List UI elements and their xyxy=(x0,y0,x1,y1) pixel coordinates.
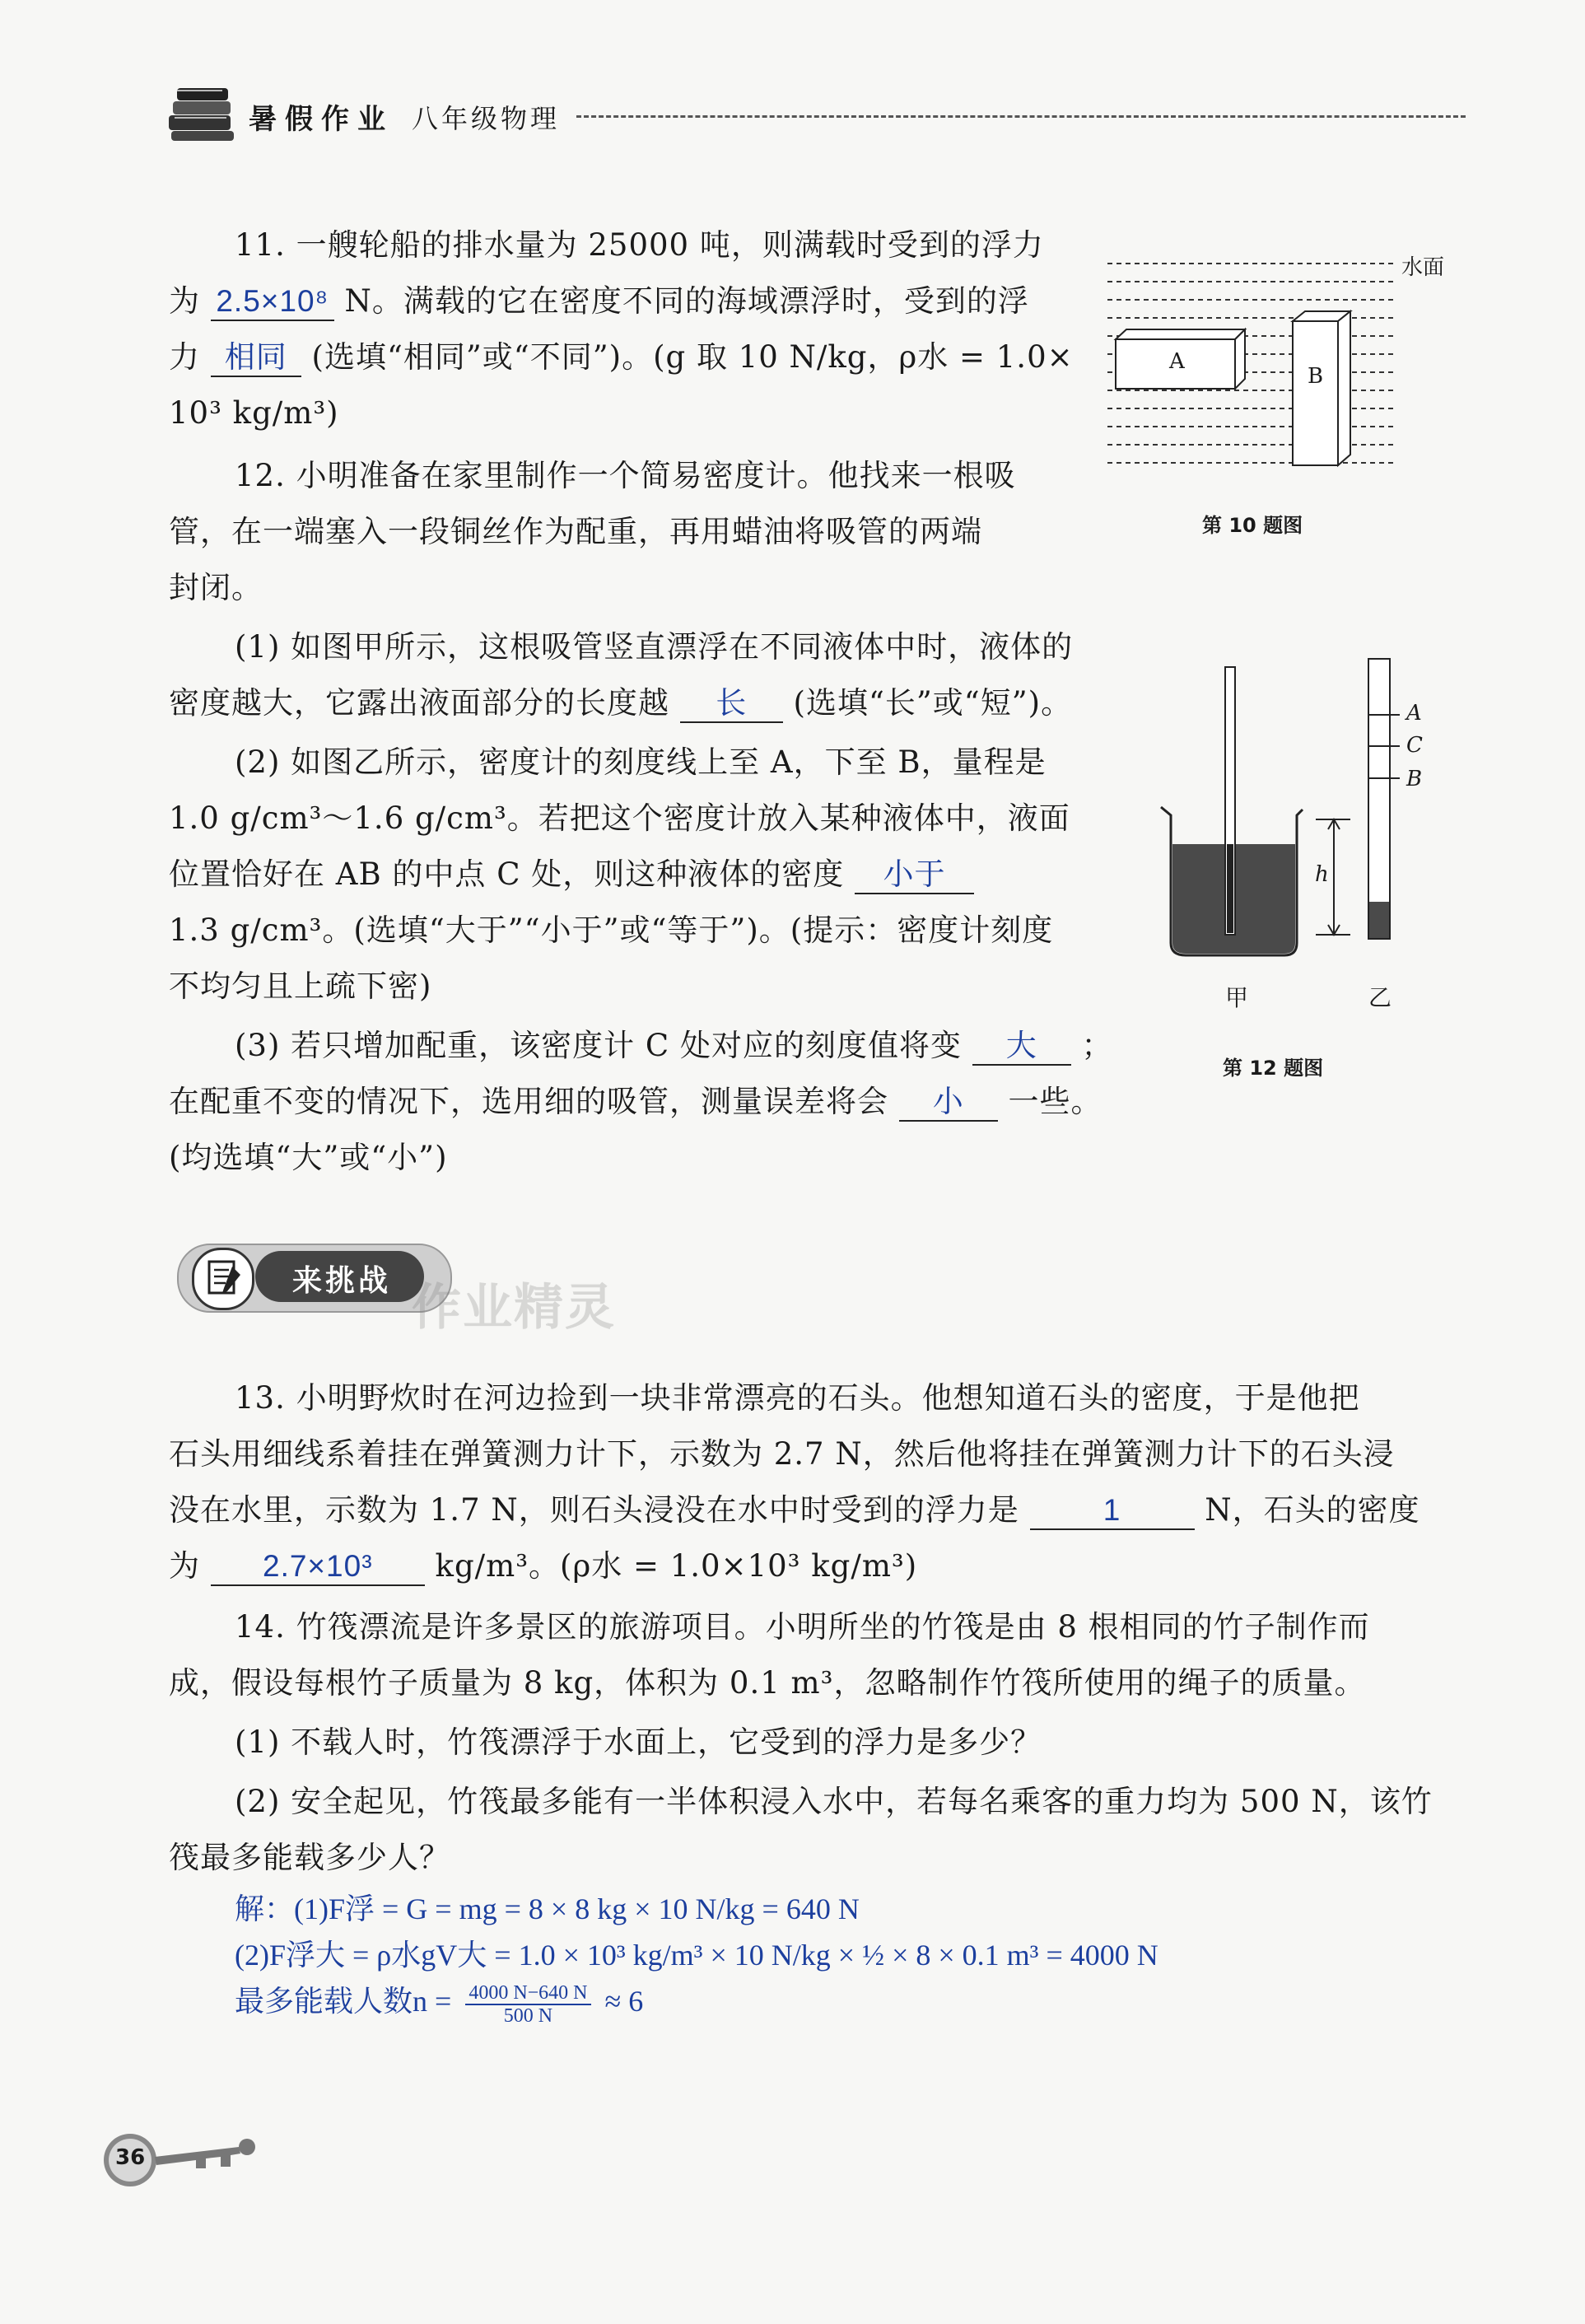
water-label: 水面 xyxy=(1401,255,1445,280)
scale-b-label: B xyxy=(1406,767,1423,791)
page-number: 36 xyxy=(115,2145,146,2170)
q12-intro3: 封闭。 xyxy=(169,570,263,605)
figure-12-drawing xyxy=(1153,655,1433,968)
solution-fraction: $\frac{4000 N-640 N}{500 N}$ xyxy=(465,1982,590,2027)
q14-p2-line1: (2) 安全起见，竹筏最多能有一半体积浸入水中，若每名乘客的重力均为 500 N，该竹 xyxy=(235,1784,1433,1819)
figure-10-caption: 第 10 题图 xyxy=(1202,514,1303,537)
q13-line1: 13. 小明野炊时在河边捡到一块非常漂亮的石头。他想知道石头的密度，于是他把 xyxy=(235,1380,1360,1416)
scale-c-label: C xyxy=(1406,733,1423,758)
q14-p2-line2: 筏最多能载多少人？ xyxy=(169,1840,450,1875)
notebook-icon xyxy=(192,1248,254,1310)
block-b-label: B xyxy=(1308,364,1324,389)
q14-p1: (1) 不载人时，竹筏漂浮于水面上，它受到的浮力是多少？ xyxy=(235,1724,1042,1760)
q12-p3-line3: (均选填“大”或“小”) xyxy=(169,1140,448,1175)
q11-answer2: 相同 xyxy=(211,339,301,377)
q12-p3-answer2: 小 xyxy=(899,1084,998,1122)
solution-line2: (2)F浮大 = ρ水gV大 = 1.0 × 10³ kg/m³ × 10 N/kg × ½ × 8 × 0.1 m³ = 4000 N xyxy=(235,1939,1158,1972)
q12-p2-line5: 不均匀且上疏下密) xyxy=(169,968,432,1004)
q13-answer1: 1 xyxy=(1030,1492,1195,1530)
block-b-shape xyxy=(1293,321,1338,465)
header-divider xyxy=(576,115,1466,118)
q12-p1-line2: 密度越大，它露出液面部分的长度越 长 (选填“长”或“短”)。 xyxy=(169,682,1072,725)
yi-label: 乙 xyxy=(1368,984,1392,1011)
book-title: 暑假作业 xyxy=(249,103,394,136)
jia-label: 甲 xyxy=(1225,984,1249,1011)
q12-intro1: 12. 小明准备在家里制作一个简易密度计。他找来一根吸 xyxy=(235,458,1016,493)
q12-p2-line4: 1.3 g/cm³。(选填“大于”“小于”或“等于”)。(提示：密度计刻度 xyxy=(169,912,1054,948)
header xyxy=(165,78,1466,152)
q13-answer2: 2.7×10³ xyxy=(211,1548,425,1586)
solution-line3: 最多能载人数n = $\frac{4000 N-640 N}{500 N}$ ≈ 6 xyxy=(235,1981,644,2027)
q12-p3-line1: (3) 若只增加配重，该密度计 C 处对应的刻度值将变 大 ； xyxy=(235,1024,1113,1067)
scale-a-label: A xyxy=(1406,701,1422,726)
height-label: h xyxy=(1315,862,1329,887)
figure-10 xyxy=(1103,247,1466,544)
q13-line2: 石头用细线系着挂在弹簧测力计下，示数为 2.7 N，然后他将挂在弹簧测力计下的石头浸 xyxy=(169,1436,1395,1472)
q12-p2-line3: 位置恰好在 AB 的中点 C 处，则这种液体的密度 小于 xyxy=(169,853,974,896)
figure-12-caption: 第 12 题图 xyxy=(1223,1057,1324,1080)
figure-10-drawing xyxy=(1103,247,1400,478)
q12-p2-line2: 1.0 g/cm³～1.6 g/cm³。若把这个密度计放入某种液体中，液面 xyxy=(169,800,1070,836)
q11-line1: 11. 一艘轮船的排水量为 25000 吨，则满载时受到的浮力 xyxy=(235,227,1044,263)
block-a-label: A xyxy=(1169,349,1185,374)
watermark: 作业精灵 xyxy=(412,1279,616,1337)
section-title: 来挑战 xyxy=(292,1264,392,1298)
books-icon xyxy=(165,78,239,148)
q13-line4: 为 2.7×10³ kg/m³。(ρ水 = 1.0×10³ kg/m³) xyxy=(169,1545,917,1588)
figure-12 xyxy=(1153,655,1466,1091)
q12-p1-answer: 长 xyxy=(680,685,783,723)
page-number-badge xyxy=(99,2129,263,2186)
q12-p3-line2: 在配重不变的情况下，选用细的吸管，测量误差将会 小 一些。 xyxy=(169,1080,1103,1123)
q13-line3: 没在水里，示数为 1.7 N，则石头浸没在水中时受到的浮力是 1 N，石头的密度 xyxy=(169,1489,1420,1532)
q12-p1-line1: (1) 如图甲所示，这根吸管竖直漂浮在不同液体中时，液体的 xyxy=(235,629,1074,665)
q12-p3-answer1: 大 xyxy=(972,1028,1071,1066)
q11-line3: 力 相同 (选填“相同”或“不同”)。(g 取 10 N/kg，ρ水 = 1.0× xyxy=(169,336,1074,379)
q12-p2-line1: (2) 如图乙所示，密度计的刻度线上至 A，下至 B，量程是 xyxy=(235,744,1047,780)
q11-answer1: 2.5×10⁸ xyxy=(211,283,334,321)
q12-intro2: 管，在一端塞入一段铜丝作为配重，再用蜡油将吸管的两端 xyxy=(169,514,982,549)
subject-title: 八年级物理 xyxy=(412,103,561,134)
q14-line2: 成，假设每根竹子质量为 8 kg，体积为 0.1 m³，忽略制作竹筏所使用的绳子的质量。 xyxy=(169,1665,1366,1701)
q11-line4: 10³ kg/m³) xyxy=(169,395,339,431)
solution-line1: 解：(1)F浮 = G = mg = 8 × 8 kg × 10 N/kg = 640 N xyxy=(235,1892,860,1925)
q11-line2: 为 2.5×10⁸ N。满载的它在密度不同的海域漂浮时，受到的浮 xyxy=(169,280,1029,323)
q12-p2-answer: 小于 xyxy=(855,856,974,894)
q14-line1: 14. 竹筏漂流是许多景区的旅游项目。小明所坐的竹筏是由 8 根相同的竹子制作而 xyxy=(235,1609,1370,1645)
